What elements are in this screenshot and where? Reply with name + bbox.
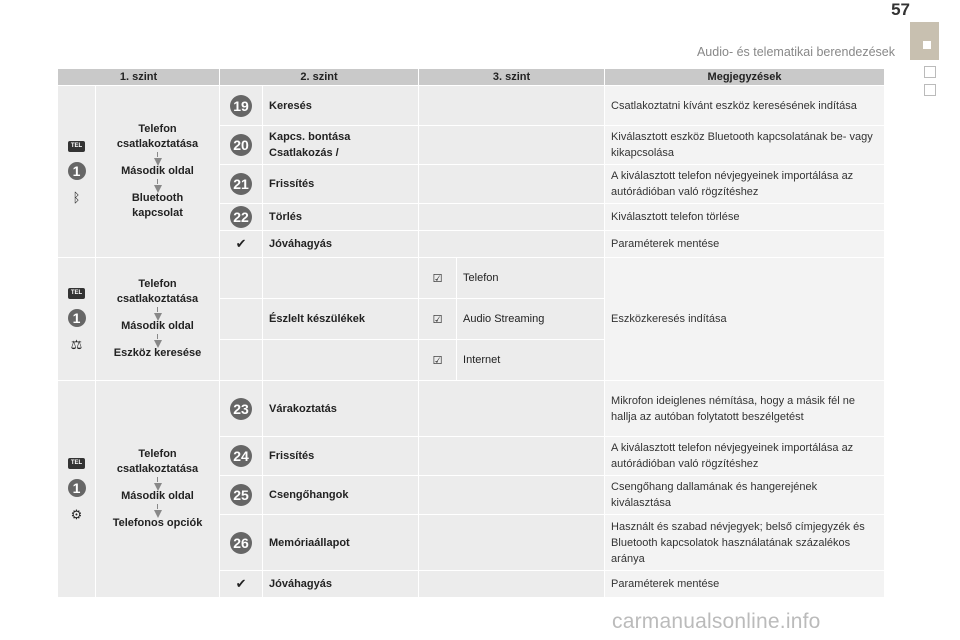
column-header: 1. szint (58, 69, 220, 86)
level1-icon-cell (58, 381, 96, 598)
number-cell (220, 204, 263, 231)
menu-number-badge: 19 (230, 95, 252, 117)
tel-icon: TEL (68, 141, 85, 152)
level3-cell (419, 571, 605, 598)
menu-table (57, 68, 885, 598)
checkbox-icon[interactable]: ☑ (432, 313, 443, 326)
level2-cell: Memóriaállapot (263, 515, 419, 571)
phone-options-icon: ⚙ (70, 507, 83, 522)
menu-path-text: csatlakoztatása (116, 293, 199, 305)
level2-cell: Frissítés (263, 437, 419, 476)
menu-path-text: Eszköz keresése (113, 347, 202, 359)
number-cell (220, 340, 263, 381)
number-cell (220, 437, 263, 476)
chapter-tab-outline-2 (924, 84, 936, 96)
table-header-row (58, 69, 885, 86)
watermark: carmanualsonline.info (612, 610, 821, 633)
level2-cell (263, 340, 419, 381)
down-arrow-icon (96, 477, 219, 489)
menu-path-text: Telefon (138, 448, 177, 460)
checkbox-icon[interactable]: ☑ (432, 354, 443, 367)
level3-cell (419, 437, 605, 476)
chapter-tab-mark (923, 41, 931, 49)
level3-cell: Telefon (457, 258, 605, 299)
menu-path-text: kapcsolat (132, 207, 183, 219)
number-cell (220, 165, 263, 204)
menu-path-text: csatlakoztatása (116, 463, 199, 475)
level1-menu-path (96, 381, 220, 598)
checkbox-cell[interactable] (419, 340, 457, 381)
level3-cell (419, 165, 605, 204)
menu-path-text: Második oldal (121, 165, 194, 177)
level2-cell: Jóváhagyás (263, 231, 419, 258)
table-row (58, 258, 885, 299)
column-header: Megjegyzések (605, 69, 885, 86)
level2-cell (263, 258, 419, 299)
note-cell: Mikrofon ideiglenes némítása, hogy a másik fél ne hallja az autóban folytatott beszélgetést (605, 381, 885, 437)
level1-menu-path (96, 258, 220, 381)
menu-path-text: Telefonos opciók (112, 517, 203, 529)
level3-cell (419, 476, 605, 515)
level3-cell (419, 381, 605, 437)
note-cell: A kiválasztott telefon névjegyeinek importálása az autórádióban való rögzítéshez (605, 165, 885, 204)
note-cell: Kiválasztott telefon törlése (605, 204, 885, 231)
check-icon: ✔ (235, 236, 247, 251)
number-cell (220, 126, 263, 165)
number-cell (220, 571, 263, 598)
level3-cell: Internet (457, 340, 605, 381)
note-cell: Paraméterek mentése (605, 571, 885, 598)
menu-path-text: Telefon (138, 123, 177, 135)
table-row (58, 86, 885, 126)
step-badge: 1 (68, 162, 86, 180)
menu-number-badge: 23 (230, 398, 252, 420)
down-arrow-icon (96, 179, 219, 191)
note-cell: Kiválasztott eszköz Bluetooth kapcsolatának be- vagy kikapcsolása (605, 126, 885, 165)
column-header: 3. szint (419, 69, 605, 86)
level2-cell: Jóváhagyás (263, 571, 419, 598)
menu-number-badge: 22 (230, 206, 252, 228)
page-number: 57 (891, 0, 910, 19)
header-title: Audio- és telematikai berendezések (696, 45, 895, 59)
menu-number-badge: 20 (230, 134, 252, 156)
note-cell: Csengőhang dallamának és hangerejének kiválasztása (605, 476, 885, 515)
down-arrow-icon (96, 307, 219, 319)
number-cell (220, 231, 263, 258)
column-header: 2. szint (220, 69, 419, 86)
number-cell (220, 476, 263, 515)
checkbox-icon[interactable]: ☑ (432, 272, 443, 285)
step-badge: 1 (68, 309, 86, 327)
down-arrow-icon (96, 152, 219, 164)
level2-cell: Törlés (263, 204, 419, 231)
menu-path-text: Telefon (138, 278, 177, 290)
note-cell: A kiválasztott telefon névjegyeinek importálása az autórádióban való rögzítéshez (605, 437, 885, 476)
menu-number-badge: 25 (230, 484, 252, 506)
level2-cell: Észlelt készülékek (263, 299, 419, 340)
note-cell: Csatlakoztatni kívánt eszköz keresésének indítása (605, 86, 885, 126)
step-badge: 1 (68, 479, 86, 497)
number-cell (220, 381, 263, 437)
down-arrow-icon (96, 334, 219, 346)
table-row (58, 381, 885, 437)
level2-cell: Várakoztatás (263, 381, 419, 437)
menu-path-text: Második oldal (121, 320, 194, 332)
level2-cell: Kapcs. bontása Csatlakozás / (263, 126, 419, 165)
menu-path-text: Bluetooth (131, 192, 184, 204)
menu-path-text: csatlakoztatása (116, 138, 199, 150)
level1-icon-cell (58, 258, 96, 381)
note-cell: Paraméterek mentése (605, 231, 885, 258)
device-search-icon: ⚖ (70, 337, 83, 352)
number-cell (220, 515, 263, 571)
tel-icon: TEL (68, 288, 85, 299)
menu-path-text: Második oldal (121, 490, 194, 502)
check-icon: ✔ (235, 576, 247, 591)
number-cell (220, 299, 263, 340)
level2-cell: Keresés (263, 86, 419, 126)
level1-icon-cell (58, 86, 96, 258)
checkbox-cell[interactable] (419, 258, 457, 299)
level2-cell: Csengőhangok (263, 476, 419, 515)
level2-cell: Frissítés (263, 165, 419, 204)
down-arrow-icon (96, 504, 219, 516)
checkbox-cell[interactable] (419, 299, 457, 340)
note-cell: Használt és szabad névjegyek; belső címjegyzék és Bluetooth kapcsolatok használatának százalékos aránya (605, 515, 885, 571)
level3-cell (419, 126, 605, 165)
number-cell (220, 258, 263, 299)
bluetooth-icon: ᛒ (72, 189, 81, 205)
level3-cell (419, 231, 605, 258)
level3-cell (419, 515, 605, 571)
level3-cell: Audio Streaming (457, 299, 605, 340)
level1-menu-path (96, 86, 220, 258)
menu-number-badge: 24 (230, 445, 252, 467)
tel-icon: TEL (68, 458, 85, 469)
menu-number-badge: 21 (230, 173, 252, 195)
level3-cell (419, 86, 605, 126)
chapter-tab-outline-1 (924, 66, 936, 78)
note-cell: Eszközkeresés indítása (605, 258, 885, 381)
menu-number-badge: 26 (230, 532, 252, 554)
number-cell (220, 86, 263, 126)
level3-cell (419, 204, 605, 231)
